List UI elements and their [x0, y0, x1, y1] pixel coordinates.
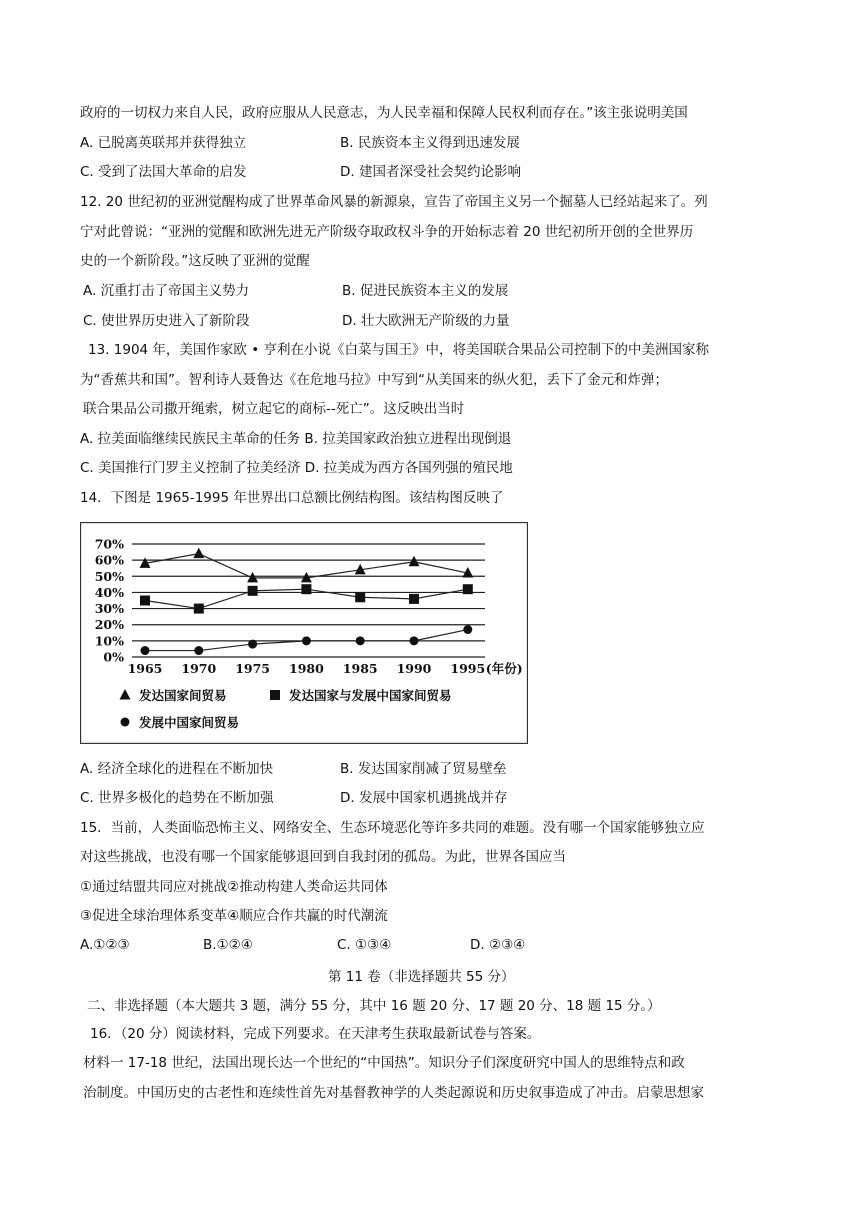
q12-option-a: A. 沉重打击了帝国主义势力 — [83, 283, 250, 299]
q15-stem-line: 对这些挑战，也没有哪一个国家能够退回到自我封闭的孤岛。为此，世界各国应当 — [80, 849, 566, 865]
q15-stem-line: 15．当前，人类面临恐怖主义、网络安全、生态环境恶化等许多共同的难题。没有哪一个国家能够独立应 — [80, 820, 705, 836]
section-title: 第 11 卷（非选择题共 55 分） — [328, 969, 515, 985]
q13-options-line: C. 美国推行门罗主义控制了拉美经济 D. 拉美成为西方各国列强的殖民地 — [80, 460, 513, 476]
x-tick-label: 1990 — [396, 661, 432, 676]
data-point — [355, 592, 365, 602]
y-tick-label: 70% — [94, 536, 124, 552]
q13-options-line: A. 拉美面临继续民族民主革命的任务 B. 拉美国家政治独立进程出现倒退 — [80, 431, 512, 447]
q14-option-c: C. 世界多极化的趋势在不断加强 — [80, 790, 274, 806]
data-point — [301, 584, 311, 594]
q12-option-c: C. 使世界历史进入了新阶段 — [83, 313, 250, 329]
y-tick-label: 50% — [94, 568, 124, 584]
q12-stem-line: 史的一个新阶段。”这反映了亚洲的觉醒 — [80, 253, 310, 269]
y-tick-label: 20% — [94, 617, 124, 633]
y-tick-label: 30% — [94, 601, 124, 617]
q13-stem-line: 13. 1904 年，美国作家欧 • 亨利在小说《白菜与国王》中，将美国联合果品公司控制下的中美洲国家称 — [88, 342, 709, 358]
y-tick-label: 60% — [94, 552, 124, 568]
x-tick-label: 1985 — [342, 661, 378, 676]
q11-option-a: A. 已脱离英联邦并获得独立 — [80, 135, 247, 151]
legend-label: 发展中国家间贸易 — [139, 715, 240, 730]
x-axis-label: (年份) — [485, 661, 523, 676]
q15-item-line: ①通过结盟共同应对挑战②推动构建人类命运共同体 — [80, 879, 388, 895]
legend-marker — [270, 690, 280, 700]
q15-option-a: A.①②③ — [80, 937, 130, 953]
data-point — [463, 584, 473, 594]
x-tick-label: 1970 — [181, 661, 217, 676]
data-point — [141, 646, 150, 655]
q11-option-b: B. 民族资本主义得到迅速发展 — [340, 135, 520, 151]
export-ratio-chart — [80, 522, 528, 744]
q11-option-d: D. 建国者深受社会契约论影响 — [340, 164, 521, 180]
y-tick-label: 40% — [94, 584, 124, 600]
q15-option-d: D. ②③④ — [470, 937, 526, 953]
x-tick-label: 1980 — [289, 661, 324, 676]
x-tick-label: 1975 — [235, 661, 270, 676]
data-point — [194, 646, 203, 655]
data-point — [140, 596, 150, 606]
q16-material-line: 治制度。中国历史的古老性和连续性首先对基督教神学的人类起源说和历史叙事造成了冲击。启蒙思想家 — [83, 1085, 704, 1101]
q16-material-line: 材料一 17-18 世纪，法国出现长达一个世纪的“中国热”。知识分子们深度研究中国人的思维特点和政 — [83, 1055, 685, 1071]
q15-option-c: C. ①③④ — [337, 937, 392, 953]
q12-option-d: D. 壮大欧洲无产阶级的力量 — [342, 313, 510, 329]
q12-stem-line: 宁对此曾说：“亚洲的觉醒和欧洲先进无产阶级夺取政权斗争的开始标志着 20 世纪初所开创的全世界历 — [80, 224, 694, 240]
q13-stem-line: 联合果品公司撒开绳索，树立起它的商标--死亡”。这反映出当时 — [83, 401, 465, 417]
q11-option-c: C. 受到了法国大革命的启发 — [80, 164, 247, 180]
data-point — [302, 636, 311, 645]
chart-y-ticks — [95, 537, 124, 665]
data-point — [463, 625, 472, 634]
q11-stem: 政府的一切权力来自人民，政府应服从人民意志，为人民幸福和保障人民权利而存在。”该主张说明美国 — [80, 105, 688, 121]
legend-label: 发达国家间贸易 — [139, 688, 227, 703]
section-heading: 二、非选择题（本大题共 3 题，满分 55 分，其中 16 题 20 分、17 题 20 分、18 题 15 分。） — [87, 998, 661, 1014]
q14-option-d: D. 发展中国家机遇挑战并存 — [340, 790, 508, 806]
q14-stem: 14．下图是 1965-1995 年世界出口总额比例结构图。该结构图反映了 — [80, 490, 504, 506]
q12-option-b: B. 促进民族资本主义的发展 — [342, 283, 509, 299]
chart-frame — [81, 523, 528, 744]
data-point — [409, 594, 419, 604]
q14-option-a: A. 经济全球化的进程在不断加快 — [80, 761, 274, 777]
q12-stem-line: 12. 20 世纪初的亚洲觉醒构成了世界革命风暴的新源泉，宣告了帝国主义另一个掘墓人已经站起来了。列 — [80, 194, 708, 210]
x-tick-label: 1965 — [127, 661, 163, 676]
data-point — [356, 636, 365, 645]
legend-label: 发达国家与发展中国家间贸易 — [289, 688, 452, 703]
data-point — [410, 636, 419, 645]
y-tick-label: 10% — [94, 633, 124, 649]
data-point — [194, 604, 204, 614]
legend-marker — [121, 718, 130, 727]
q13-stem-line: 为“香蕉共和国”。智利诗人聂鲁达《在危地马拉》中写到“从美国来的纵火犯，丢下了金元和炸弹； — [80, 372, 668, 388]
data-point — [248, 586, 258, 596]
q14-option-b: B. 发达国家削减了贸易壁垒 — [340, 761, 507, 777]
q15-option-b: B.①②④ — [203, 937, 253, 953]
q15-item-line: ③促进全球治理体系变革④顺应合作共赢的时代潮流 — [80, 908, 388, 924]
x-tick-label: 1995 — [450, 661, 486, 676]
q16-stem: 16．（20 分）阅读材料，完成下列要求。在天津考生获取最新试卷与答案。 — [90, 1026, 541, 1042]
y-tick-label: 0% — [103, 649, 124, 665]
data-point — [248, 640, 257, 649]
